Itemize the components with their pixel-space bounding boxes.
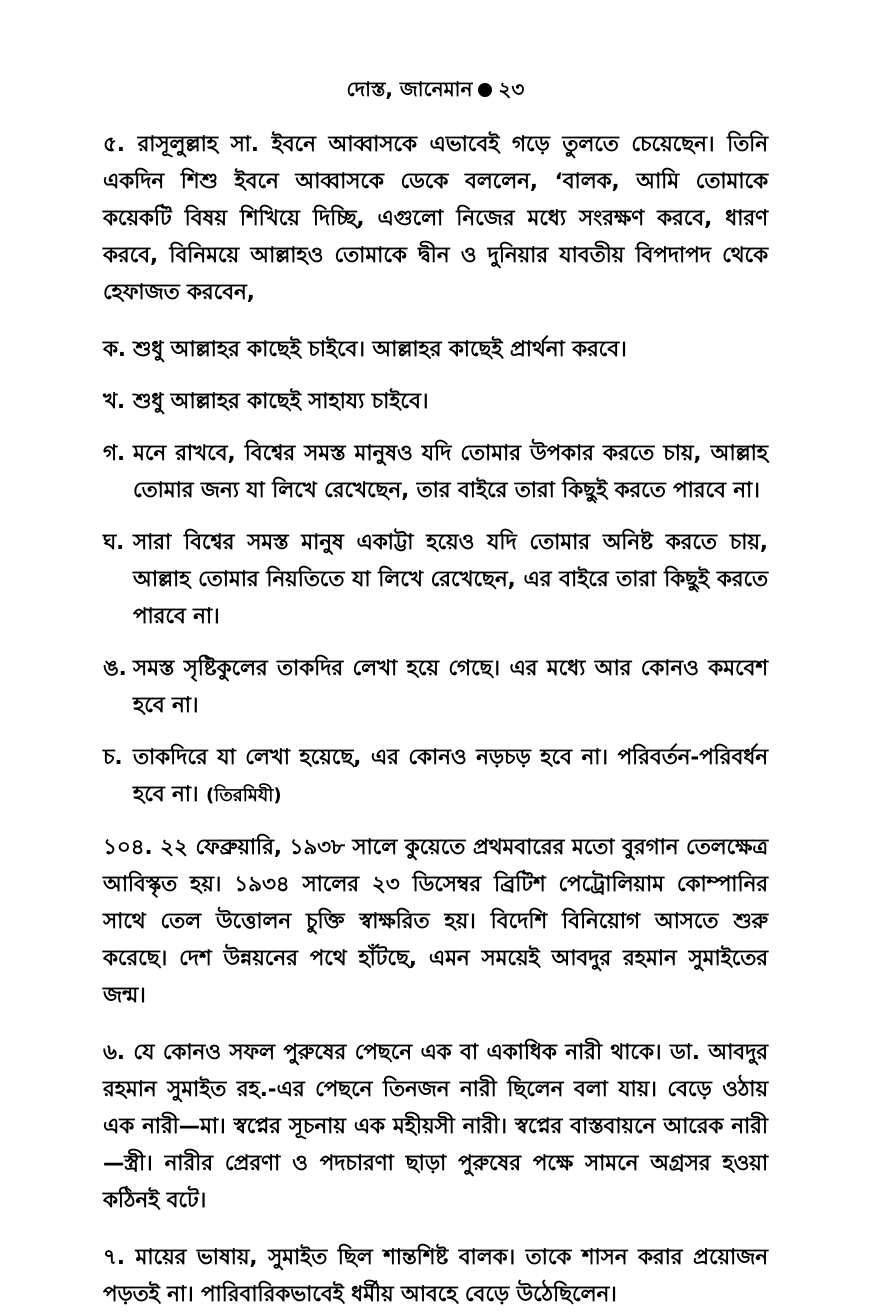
paragraph-6: ৬. যে কোনও সফল পুরুষের পেছনে এক বা একাধিক নারী থাকে। ডা. আবদুর রহমান সুমাইত রহ.-এর পেছনে তিনজন নারী ছিলেন বলা যায়। বেড়ে ওঠায় এক নারী—মা। স্বপ্নের সূচনায় এক মহীয়সী নারী। স্বপ্নের বাস্তবায়নে আরেক নারী—স্ত্রী। নারীর প্রেরণা ও পদচারণা ছাড়া পুরুষের পক্ষে সামনে অগ্রসর হওয়া কঠিনই বটে। [103, 1040, 768, 1213]
list-marker: ক. [103, 337, 126, 362]
paragraph-104: ১০৪. ২২ ফেব্রুয়ারি, ১৯৩৮ সালে কুয়েতে প্রথমবারের মতো বুরগান তেলক্ষেত্র আবিস্কৃত হয়। ১৯৩৪ সালের ২৩ ডিসেম্বর ব্রিটিশ পেট্রোলিয়াম কোম্পানির সাথে তেল উত্তোলন চুক্তি স্বাক্ষরিত হয়। বিদেশি বিনিয়োগ আসতে শুরু করেছে। দেশ উন্নয়নের পথে হাঁটছে, এমন সময়েই আবদুর রহমান সুমাইতের জন্ম। [103, 835, 768, 1008]
list-item-text: মনে রাখবে, বিশ্বের সমস্ত মানুষও যদি তোমার উপকার করতে চায়, আল্লাহ তোমার জন্য যা লিখে রেখেছেন, তার বাইরে তারা কিছুই করতে পারবে না। [133, 441, 768, 503]
bullet-dot-icon [478, 83, 492, 97]
list-item-text: সমস্ত সৃষ্টিকুলের তাকদির লেখা হয়ে গেছে। এর মধ্যে আর কোনও কমবেশ হবে না। [133, 656, 768, 718]
list-item [103, 650, 768, 724]
list-marker: গ. [103, 441, 126, 466]
list-item [103, 331, 768, 368]
list-marker: চ. [103, 745, 123, 770]
citation: (তিরমিযী) [205, 785, 282, 806]
list-item [103, 383, 768, 420]
list-item-text: সারা বিশ্বের সমস্ত মানুষ একাট্টা হয়েও যদি তোমার অনিষ্ট করতে চায়, আল্লাহ তোমার নিয়তিতে যা লিখে রেখেছেন, এর বাইরে তারা কিছুই করতে পারবে না। [133, 530, 768, 629]
advice-list [103, 331, 768, 814]
list-item-text: শুধু আল্লাহর কাছেই সাহায্য চাইবে। [133, 389, 429, 414]
list-item [103, 524, 768, 635]
page-number: ২৩ [498, 77, 525, 101]
list-item-text: তাকদিরে যা লেখা হয়েছে, এর কোনও নড়চড় হবে না। পরিবর্তন-পরিবর্ধন হবে না। [133, 745, 768, 807]
list-item [103, 435, 768, 509]
list-marker: ঘ. [103, 530, 125, 555]
paragraph-5: ৫. রাসূলুল্লাহ সা. ইবনে আব্বাসকে এভাবেই গড়ে তুলতে চেয়েছেন। তিনি একদিন শিশু ইবনে আব্বাসকে ডেকে বললেন, ‘বালক, আমি তোমাকে কয়েকটি বিষয় শিখিয়ে দিচ্ছি, এগুলো নিজের মধ্যে সংরক্ষণ করবে, ধারণ করবে, বিনিময়ে আল্লাহও তোমাকে দ্বীন ও দুনিয়ার যাবতীয় বিপদাপদ থেকে হেফাজত করবেন, [103, 132, 768, 305]
book-title: দোস্ত, জানেমান [346, 77, 473, 101]
list-item [103, 739, 768, 814]
list-item-text: শুধু আল্লাহর কাছেই চাইবে। আল্লাহর কাছেই প্রার্থনা করবে। [133, 337, 627, 362]
paragraph-7: ৭. মায়ের ভাষায়, সুমাইত ছিল শান্তশিষ্ট বালক। তাকে শাসন করার প্রয়োজন পড়তই না। পারিবারিকভাবেই ধর্মীয় আবহে বেড়ে উঠেছিলেন। [103, 1245, 768, 1307]
list-marker: ঙ. [103, 656, 127, 681]
list-marker: খ. [103, 389, 126, 414]
running-header [103, 74, 768, 104]
